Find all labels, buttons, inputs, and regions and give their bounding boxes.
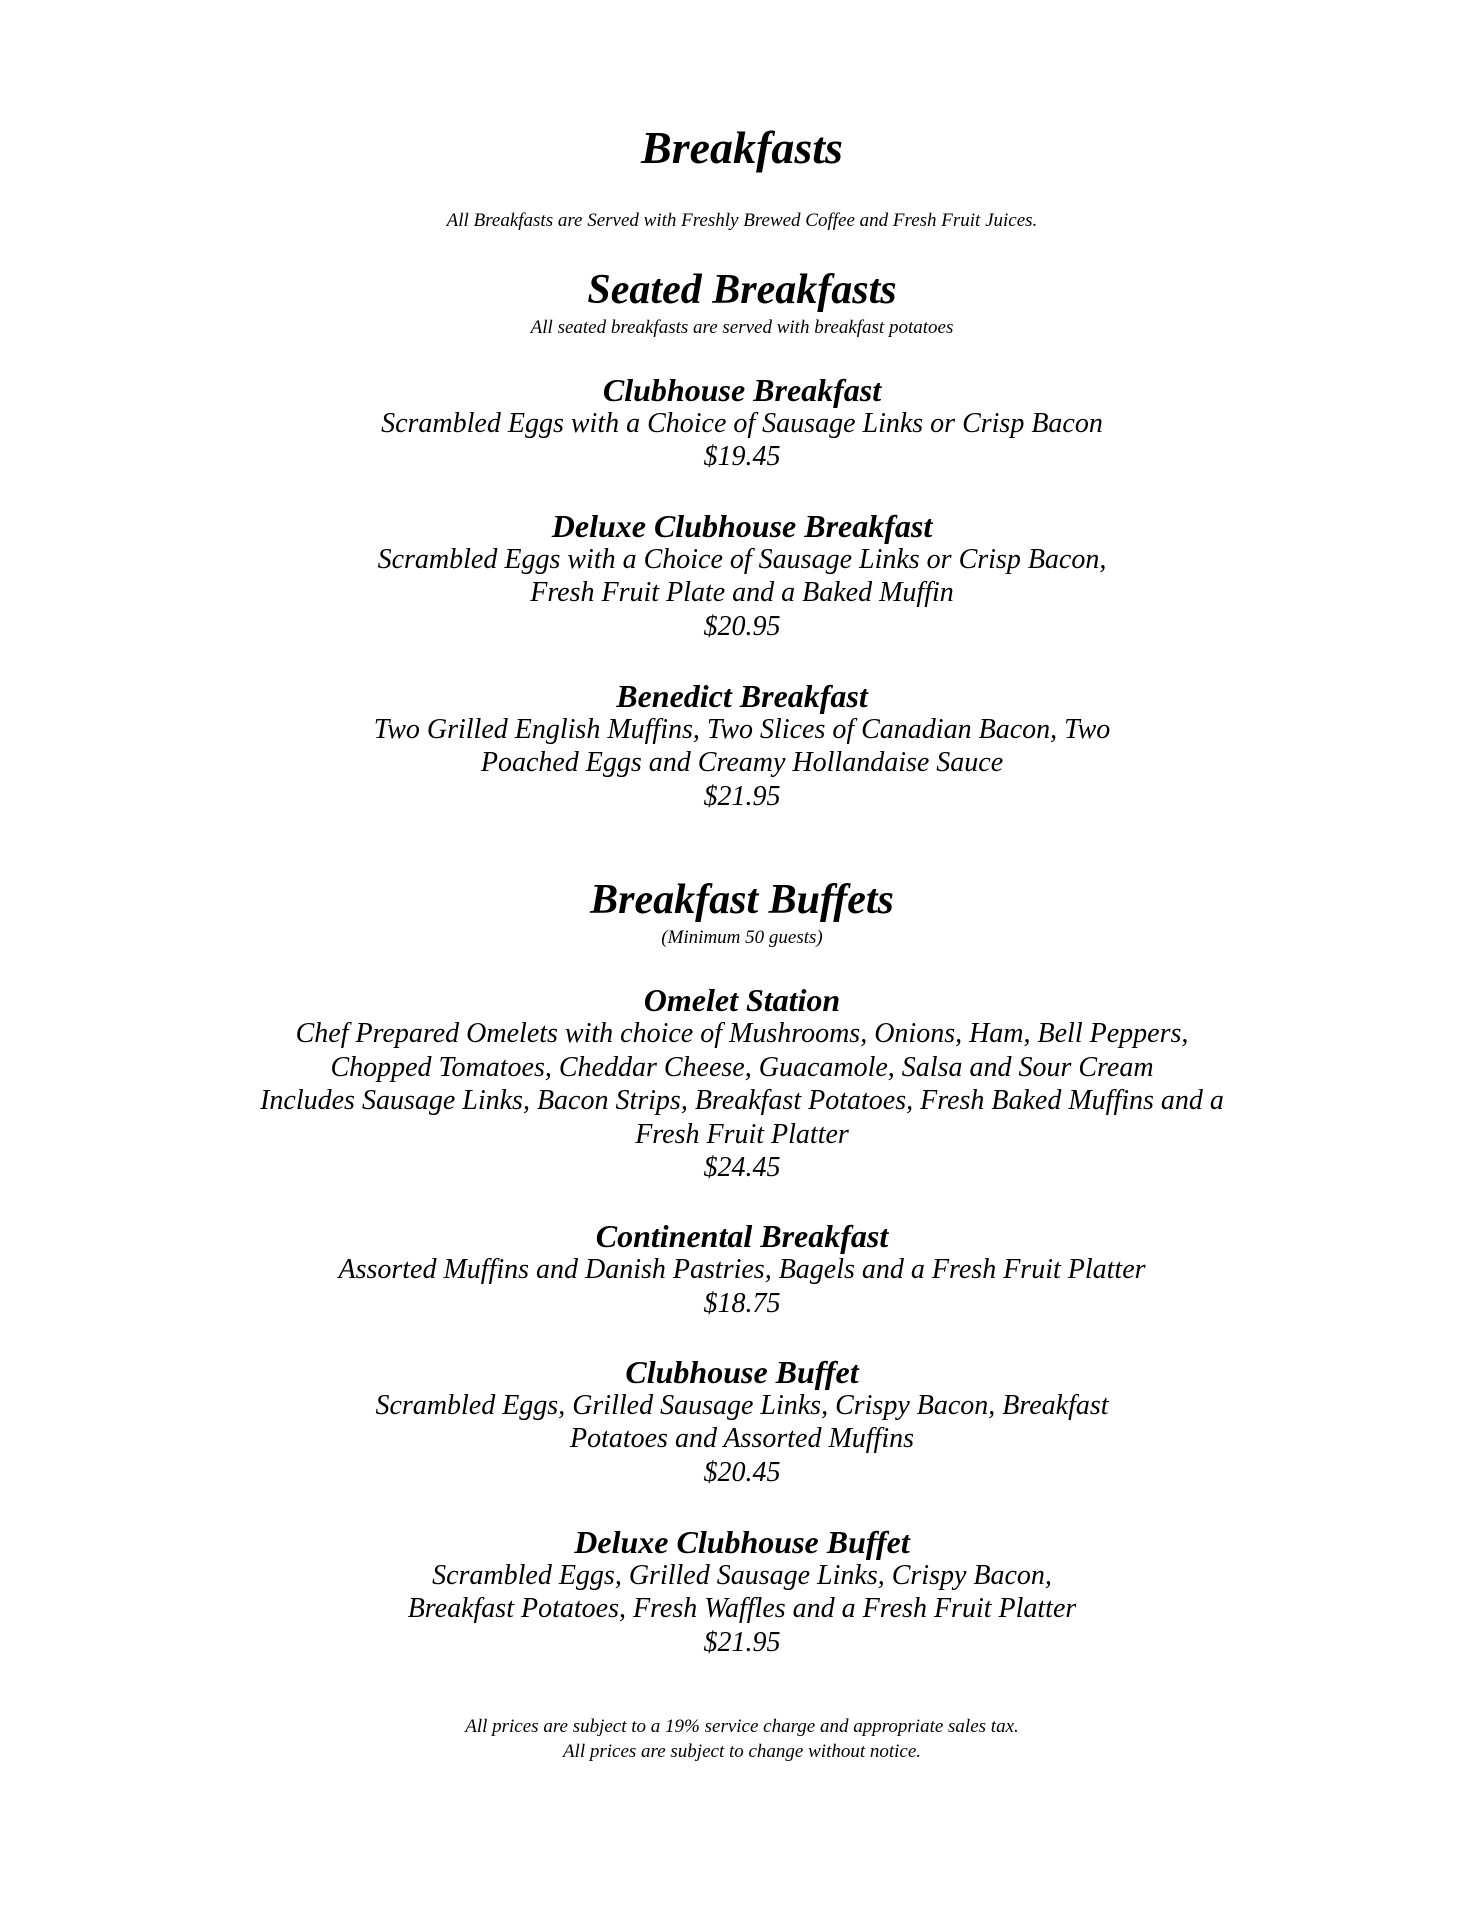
seated-heading: Seated Breakfasts	[587, 267, 897, 313]
item-name: Clubhouse Breakfast	[602, 372, 882, 408]
item-name: Continental Breakfast	[595, 1218, 889, 1254]
item-price: $19.45	[703, 441, 781, 472]
item-name: Benedict Breakfast	[616, 678, 868, 714]
item-description: Scrambled Eggs, Grilled Sausage Links, Crispy Bacon, Breakfast	[375, 1390, 1109, 1421]
item-price: $20.95	[703, 611, 781, 642]
item-name: Deluxe Clubhouse Breakfast	[551, 508, 933, 544]
item-description: Scrambled Eggs with a Choice of Sausage Links or Crisp Bacon	[381, 408, 1103, 439]
footer-note: All prices are subject to a 19% service charge and appropriate sales tax.	[465, 1716, 1019, 1737]
item-description: Two Grilled English Muffins, Two Slices of Canadian Bacon, Two	[373, 714, 1111, 745]
item-price: $21.95	[703, 1627, 781, 1658]
page-title: Breakfasts	[641, 122, 843, 173]
item-description: Breakfast Potatoes, Fresh Waffles and a Fresh Fruit Platter	[407, 1593, 1077, 1624]
item-description: Fresh Fruit Plate and a Baked Muffin	[530, 577, 954, 608]
item-name: Omelet Station	[643, 982, 841, 1018]
item-description: Fresh Fruit Platter	[635, 1119, 849, 1150]
item-description: Scrambled Eggs, Grilled Sausage Links, Crispy Bacon,	[432, 1560, 1052, 1591]
item-description: Poached Eggs and Creamy Hollandaise Sauce	[480, 747, 1004, 778]
item-description: Chopped Tomatoes, Cheddar Cheese, Guacamole, Salsa and Sour Cream	[330, 1052, 1154, 1083]
item-description: Potatoes and Assorted Muffins	[569, 1423, 915, 1454]
item-description: Assorted Muffins and Danish Pastries, Bagels and a Fresh Fruit Platter	[338, 1254, 1146, 1285]
item-price: $18.75	[703, 1288, 781, 1319]
item-name: Deluxe Clubhouse Buffet	[574, 1524, 910, 1560]
intro-note: All Breakfasts are Served with Freshly Brewed Coffee and Fresh Fruit Juices.	[446, 210, 1038, 231]
item-name: Clubhouse Buffet	[625, 1354, 859, 1390]
buffets-heading: Breakfast Buffets	[590, 877, 894, 923]
seated-note: All seated breakfasts are served with breakfast potatoes	[530, 317, 954, 338]
buffets-note: (Minimum 50 guests)	[661, 927, 823, 948]
item-description: Scrambled Eggs with a Choice of Sausage Links or Crisp Bacon,	[377, 544, 1107, 575]
item-price: $24.45	[703, 1152, 781, 1183]
item-price: $21.95	[703, 781, 781, 812]
footer-note: All prices are subject to change without notice.	[562, 1741, 922, 1762]
item-description: Includes Sausage Links, Bacon Strips, Breakfast Potatoes, Fresh Baked Muffins and a	[260, 1085, 1224, 1116]
item-description: Chef Prepared Omelets with choice of Mushrooms, Onions, Ham, Bell Peppers,	[295, 1018, 1189, 1049]
item-price: $20.45	[703, 1457, 781, 1488]
